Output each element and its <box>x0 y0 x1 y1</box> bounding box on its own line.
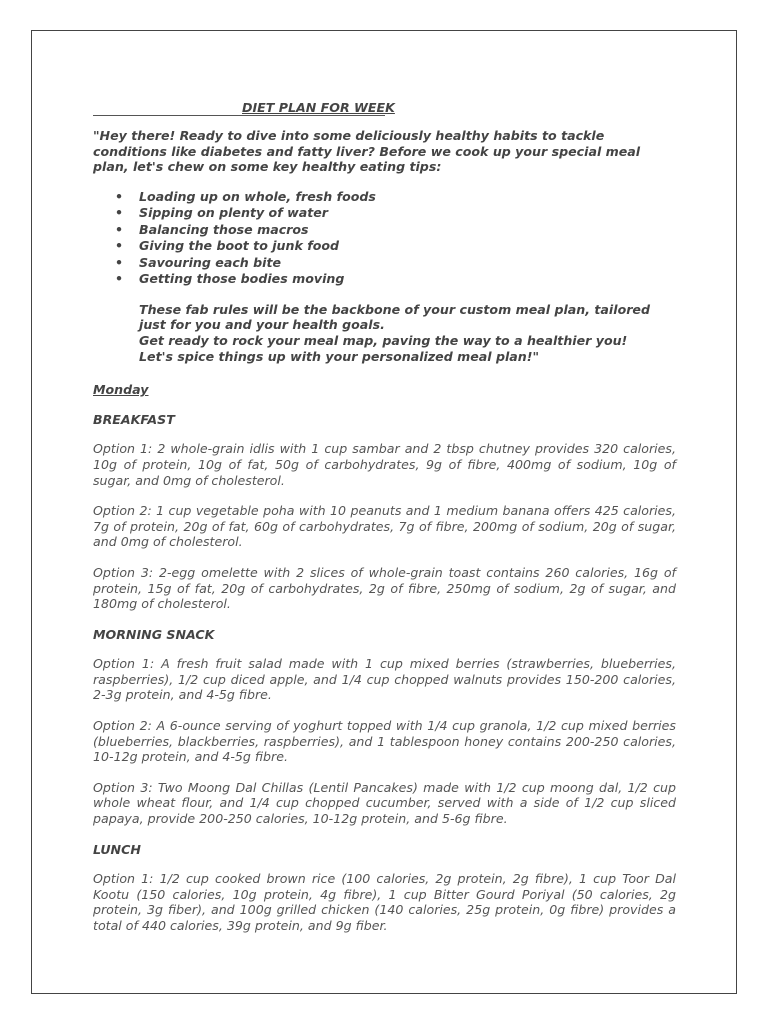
intro-paragraph: "Hey there! Ready to dive into some deliciously healthy habits to tackle conditions like diabetes and fatty liver? Before we cook up your special meal plan, let's chew on some key healthy eating tips: <box>93 128 641 175</box>
meal-option: Option 2: 1 cup vegetable poha with 10 peanuts and 1 medium banana offers 425 calories, 7g of protein, 20g of fat, 60g of carbohydrates, 7g of fibre, 200mg of sodium, 20g of sugar, and 0mg of cholesterol. <box>93 503 676 550</box>
title-row <box>93 100 676 116</box>
closing-line: These fab rules will be the backbone of your custom meal plan, tailored just for you and your health goals. <box>139 301 650 333</box>
document-content <box>93 100 676 949</box>
meal-option: Option 1: 2 whole-grain idlis with 1 cup sambar and 2 tbsp chutney provides 320 calories, 10g of protein, 10g of fat, 50g of carbohydrates, 9g of fibre, 400mg of sodium, 10g of sugar, and 0mg of cholesterol. <box>93 441 676 488</box>
tips-list <box>93 189 676 288</box>
closing-line: Let's spice things up with your personalized meal plan!" <box>139 348 540 364</box>
tip-item: • Balancing those macros <box>139 222 676 239</box>
meal-heading-lunch: LUNCH <box>93 841 141 857</box>
meal-option: Option 3: 2-egg omelette with 2 slices of whole-grain toast contains 260 calories, 16g of protein, 15g of fat, 20g of carbohydrates, 2g of fibre, 250mg of sodium, 2g of sugar, and 180mg of cholesterol. <box>93 564 676 612</box>
document-title: DIET PLAN FOR WEEK <box>242 100 395 115</box>
tip-item: • Getting those bodies moving <box>139 271 676 288</box>
meal-option: Option 3: Two Moong Dal Chillas (Lentil Pancakes) made with 1/2 cup moong dal, 1/2 cup whole wheat flour, and 1/4 cup chopped cucumber, served with a side of 1/2 cup sliced papaya, provide 200-250 calories, 10-12g protein, and 5-6g fibre. <box>93 779 676 827</box>
day-heading: Monday <box>93 382 149 398</box>
tip-item: • Savouring each bite <box>139 255 676 272</box>
tip-item: • Sipping on plenty of water <box>139 205 676 222</box>
meal-heading-morning-snack: MORNING SNACK <box>93 626 215 642</box>
meal-option: Option 1: A fresh fruit salad made with 1 cup mixed berries (strawberries, blueberries, raspberries), 1/2 cup diced apple, and 1/4 cup chopped walnuts provides 150-200 calories, 2-3g protein, and 4-5g fibre. <box>93 656 676 703</box>
closing-paragraph <box>139 302 676 364</box>
closing-line: Get ready to rock your meal map, paving the way to a healthier you! <box>139 332 628 348</box>
meal-option: Option 2: A 6-ounce serving of yoghurt topped with 1/4 cup granola, 1/2 cup mixed berries (blueberries, blackberries, raspberries), and 1 tablespoon honey contains 200-250 calories, 10-12g protein, and 4-5g fibre. <box>93 718 676 765</box>
tip-item: • Giving the boot to junk food <box>139 238 676 255</box>
meal-option: Option 1: 1/2 cup cooked brown rice (100 calories, 2g protein, 2g fibre), 1 cup Toor Dal Kootu (150 calories, 10g protein, 4g fibre), 1 cup Bitter Gourd Poriyal (50 calories, 2g protein, 3g fiber), and 100g grilled chicken (140 calories, 25g protein, 0g fibre) provides a total of 440 calories, 39g protein, and 9g fiber. <box>93 871 676 933</box>
meal-heading-breakfast: BREAKFAST <box>93 411 175 427</box>
tip-item: • Loading up on whole, fresh foods <box>139 189 676 206</box>
